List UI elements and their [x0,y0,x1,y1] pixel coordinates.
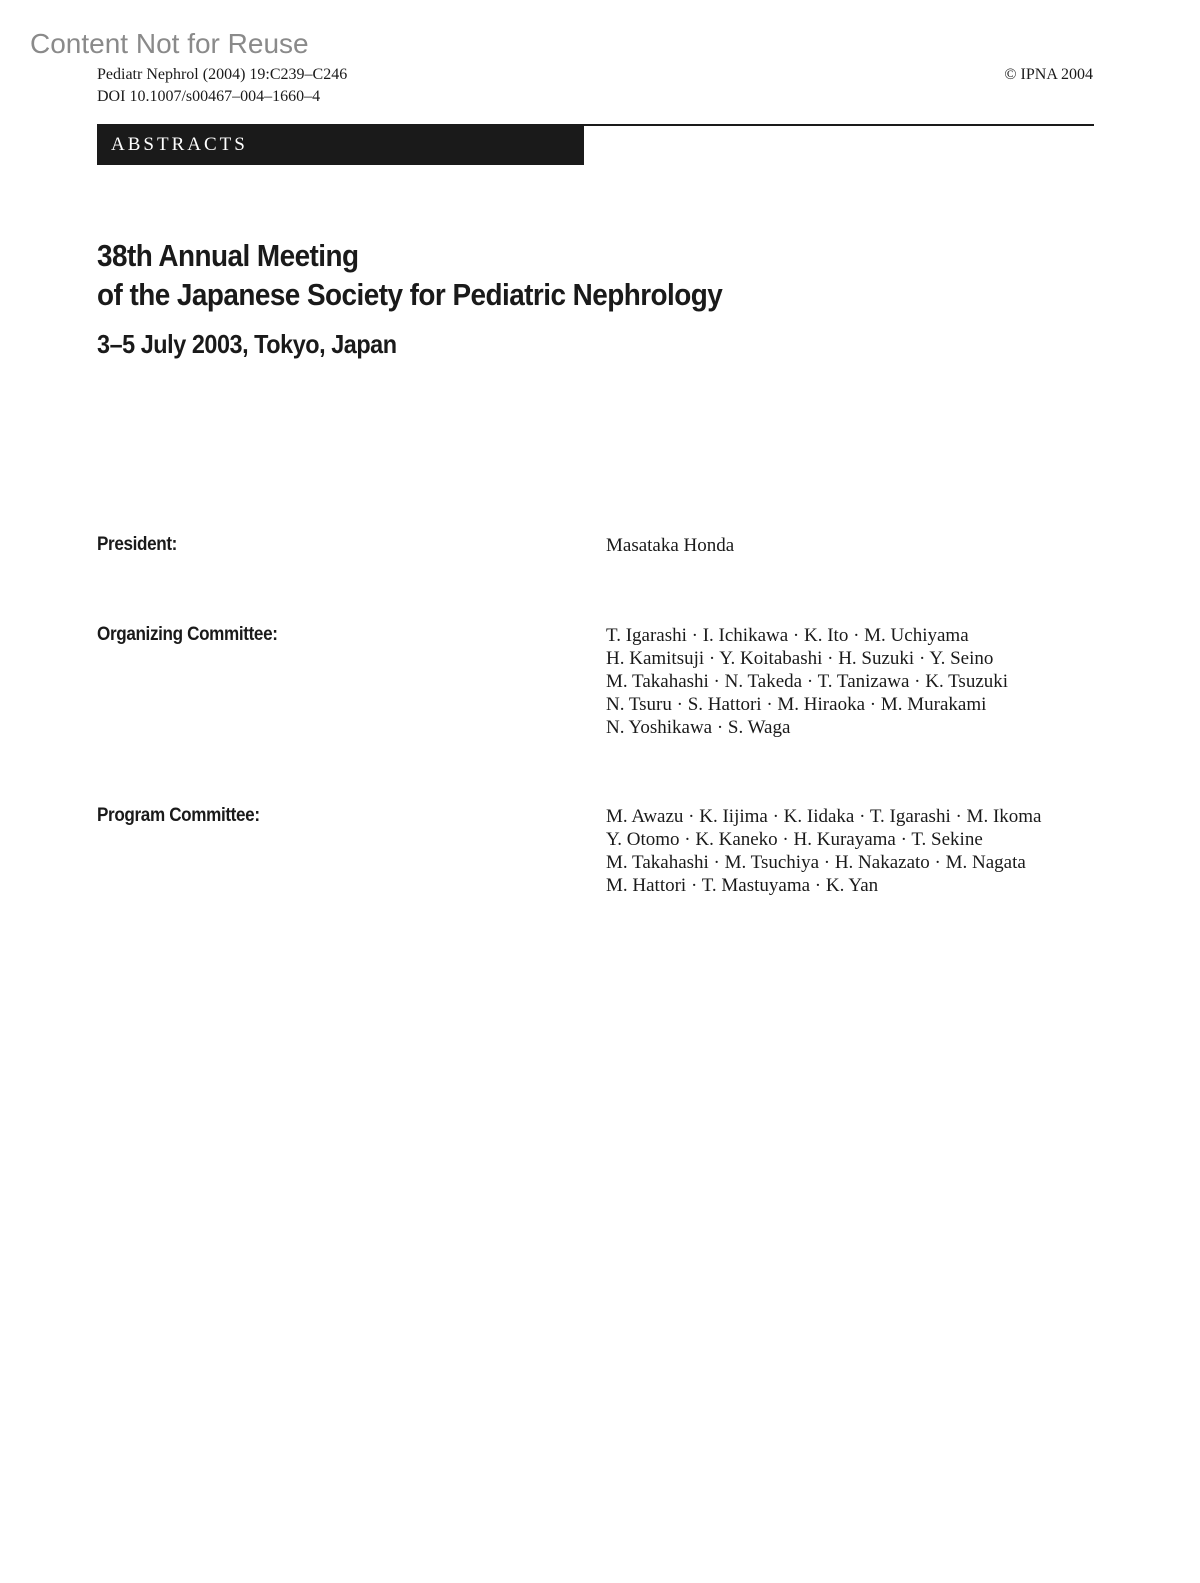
program-committee-members [606,805,1042,897]
watermark-text: Content Not for Reuse [30,28,309,59]
president-members [606,534,734,557]
program-committee-label: Program Committee: [97,805,260,826]
member-line: Y. Otomo · K. Kaneko · H. Kurayama · T. Sekine [606,829,983,850]
meeting-dates-location: 3–5 July 2003, Tokyo, Japan [97,329,397,359]
journal-reference [97,64,347,108]
member-line: M. Hattori · T. Mastuyama · K. Yan [606,875,879,896]
header-rule [584,124,1094,126]
section-banner: ABSTRACTS [97,124,584,165]
member-line: M. Takahashi · M. Tsuchiya · H. Nakazato · M. Nagata [606,852,1026,873]
citation-line: Pediatr Nephrol (2004) 19:C239–C246 [97,66,348,83]
member-line: N. Tsuru · S. Hattori · M. Hiraoka · M. Murakami [606,694,987,715]
member-line: H. Kamitsuji · Y. Koitabashi · H. Suzuki · Y. Seino [606,648,994,669]
copyright-notice: © IPNA 2004 [1004,66,1093,83]
organizing-committee-members [606,624,1008,739]
organizing-committee-label: Organizing Committee: [97,624,278,645]
meeting-title-line-2: of the Japanese Society for Pediatric Nephrology [97,277,723,312]
member-line: Masataka Honda [606,535,735,556]
doi-line: DOI 10.1007/s00467–004–1660–4 [97,88,321,105]
member-line: M. Takahashi · N. Takeda · T. Tanizawa · K. Tsuzuki [606,671,1009,692]
meeting-title [97,236,722,314]
member-line: M. Awazu · K. Iijima · K. Iidaka · T. Igarashi · M. Ikoma [606,806,1042,827]
meeting-title-line-1: 38th Annual Meeting [97,238,359,273]
member-line: N. Yoshikawa · S. Waga [606,717,791,738]
president-label: President: [97,534,178,555]
member-line: T. Igarashi · I. Ichikawa · K. Ito · M. Uchiyama [606,625,969,646]
